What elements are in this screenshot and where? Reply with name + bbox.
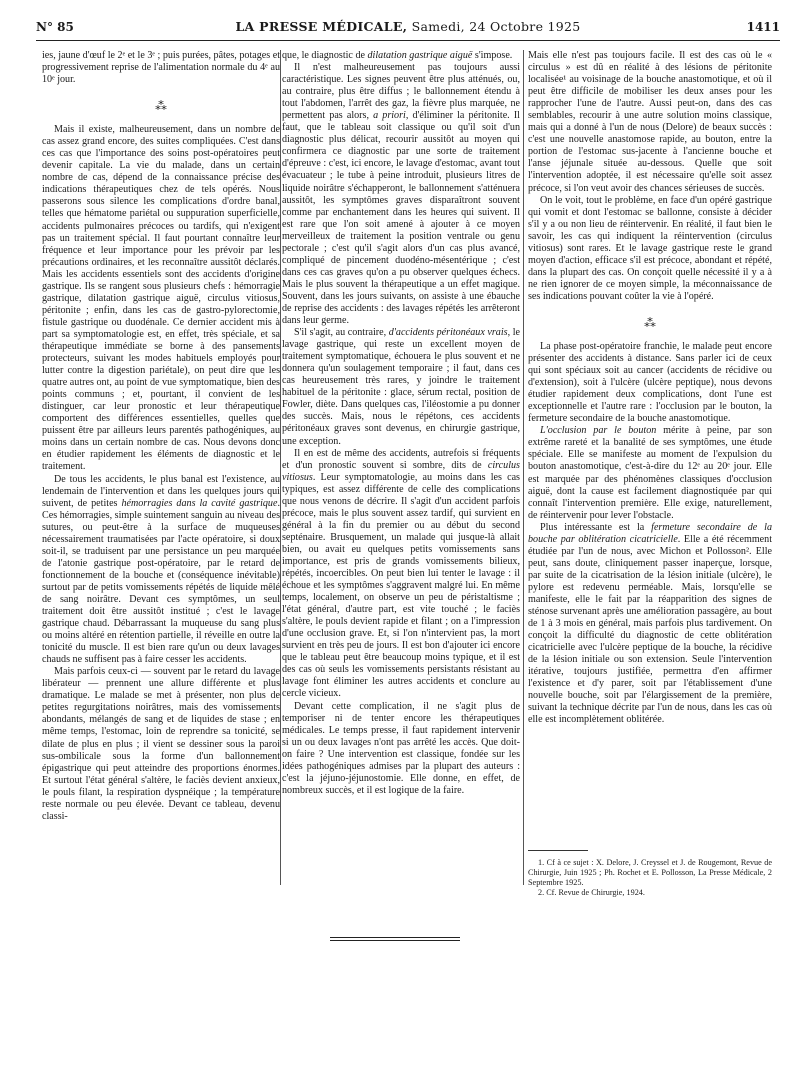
text-run: . Elle a été récemment étudiée par l'un de nous, avec Michon et Pollosson². Elle peut, sans doute, cliniquement passer inaperçue, lorsque, par suite de la cicatrisation de la lésion initiale (ulcère), le pylore est redevenu perméable. Mais, lorsqu'elle se manifeste, elle le fait par la réapparition des signes de sténose survenant après une amélioration passagère, au bout de 1 à 3 mois en général, mais parfois plus tardivement. On conçoit la difficulté du diagnostic de cette oblitération cicatricielle avec l'ulcère peptique de la bouche, la récidive de la lésion initiale ou son extension. Seule l'intervention itérative, toujours justifiée, permettra d'en affirmer l'existence et d'y parer, soit par l'établissement d'une nouvelle bouche, soit par l'élargissement de la première, suivant la technique décrite par l'un de nous, dans les cas où elle est incomplètement oblitérée. (528, 533, 772, 726)
italic-term: a priori (373, 110, 406, 122)
issue-date: Samedi, 24 Octobre 1925 (411, 19, 581, 34)
italic-term: hémorragies dans la cavité gastrique (121, 497, 278, 509)
italic-term: dilatation gastrique aiguë (367, 50, 473, 61)
paragraph: Mais il existe, malheureusement, dans un nombre de cas assez grand encore, des suites compliquées. C'est dans ces cas que l'importance des soins post-opératoires peut devenir capitale. La vie du malade, dans un certain nombre de cas, dépend de la connaissance précise des indications thérapeutiques chez de tels opérés. Nous passerons sous silence les complications d'ordre banal, telles que hématome pariétal ou suppuration superficielle, accidents pulmonaires précoces ou tardifs, qui n'exigent pas un traitement spécial. Il faut pourtant connaître leur fréquence et leur importance pour les prévoir par les précautions ordinaires, et les reconnaître aussitôt déclarés. Mais les accidents essentiels sont des accidents d'origine gastrique. Ils se rangent sous plusieurs chefs : hémorragie gastrique, dilatation gastrique aiguë, circulus vitiosus, péritonite ; enfin, dans les cas de gastro-pylorectomie, fistule gastrique ou duodénale. Ce dernier accident mis à part sa symptomatologie est, en effet, très spéciale, et sa thérapeutique immédiate se borne à des pansements protecteurs, suivant les modes habituels employés pour lutter contre la digestion pariétale), on peut dire que les quatre autres ont, au point de vue symptomatique, bien des points communs ; et, pourtant, il convient de les distinguer, car leur pronostic et leur thérapeutique comportent des différences essentielles, quelles que puissent être par ailleurs leurs parentés pathogéniques, au moins dans un certain nombre de cas. Nous devons donc en étudier rapidement les éléments de diagnostic et le traitement. (42, 124, 280, 473)
text-column-1 (42, 50, 280, 823)
paragraph: Devant cette complication, il ne s'agit plus de temporiser ni de tenter encore les thérapeutiques médicales. Le temps presse, il faut rapidement intervenir si un ou deux lavages n'ont pas arrêté les accès. Que doit-on faire ? Une intervention est classique, fondée sur les idées pathogéniques admises par la plupart des auteurs : c'est la jéjuno-jéjunostomie. Elle donne, en effet, de nombreux succès, et il est logique de la faire. (282, 700, 520, 796)
footnote: 2. Cf. Revue de Chirurgie, 1924. (538, 888, 645, 897)
column-divider (523, 50, 524, 885)
text-run: mérite à peine, par son extrême rareté et la banalité de ses symptômes, une étude spéciale. Elle se manifeste au moment de l'expulsion du bouton anastomotique, c'est-à-dire du 12ᵉ au 20ᵉ jour. Elle est marquée par des phénomènes classiques d'occlusion aiguë, dont la cause est facilement diagnostiquée par qui connaît l'intervention première. Elle exige, naturellement, de réintervenir pour lever l'obstacle. (528, 425, 773, 521)
italic-term: d'accidents péritonéaux vrais (388, 327, 508, 339)
text-run: , le lavage gastrique, qui reste un excellent moyen de traitement symptomatique, échouera le plus souvent et ne donnera qu'un soulagement temporaire ; il faut, dans ces cas heureusement très rares, y joindre le traitement habituel de la péritonite : glace, sérum rectal, position de Fowler, diète. Dans quelques cas, l'iléostomie a pu donner des succès. Mais, nous le répétons, ces accidents péritonéaux graves sont devenus, en chirurgie gastrique, une exception. (282, 327, 520, 447)
paragraph (42, 474, 280, 667)
paragraph (282, 327, 520, 447)
italic-term: L'occlusion par le bouton (540, 425, 657, 437)
footnote: 1. Cf à ce sujet : X. Delore, J. Creyssel et J. de Rougemont, Revue de Chirurgie, Juin 1925 ; Ph. Rochet et E. Pollosson, La Presse Médicale, 2 Septembre 1925. (528, 858, 772, 887)
text-column-2 (282, 50, 520, 797)
text-run: s'impose. (472, 50, 513, 61)
footnotes (528, 858, 772, 898)
text-run: que, le diagnostic de (282, 50, 368, 61)
article-end-rule (330, 940, 460, 941)
paragraph: ies, jaune d'œuf le 2ᵉ et le 3ᵉ ; puis purées, pâtes, potages et progressivement reprise de l'alimentation normale du 4ᵉ au 10ᵉ jour. (42, 50, 280, 86)
paragraph: La phase post-opératoire franchie, le malade peut encore présenter des accidents à distance. Sans parler ici de ceux qui sont spéciaux soit au cancer (accidents de récidive ou d'extension), soit à l'ulcère (ulcère peptique), nous devons étudier rapidement deux complications, dont l'une est exceptionnelle et l'autre rare : l'occlusion par le bouton, la fermeture secondaire de la bouche anastomotique. (528, 340, 772, 425)
text-run: Il n'est malheureusement pas toujours aussi caractéristique. Les signes peuvent être plus atténués, ou, au contraire, plus être diffus ; le ballonnement étendu à tout l'abdomen, l'arrêt des gaz, la fièvre plus marquée, ne permettent pas alors, (282, 62, 520, 122)
text-run: Plus intéressante est la (540, 521, 652, 533)
paragraph (282, 448, 520, 701)
paragraph (528, 425, 772, 521)
article-end-rule (330, 937, 460, 938)
section-separator: ⁂ (644, 315, 656, 330)
journal-name: LA PRESSE MÉDICALE, (235, 19, 408, 34)
page-header (36, 14, 780, 41)
text-run: . Leur symptomatologie, au moins dans les cas typiques, est assez différente de celle des complications que nous venons de décrire. Il s'agit d'un accident parfois précoce, mais le plus souvent assez tardif, qui survient en général à la fin du premier ou au début du second septénaire. Brusquement, un malade qui jusque-là allait bien, ou avait eu quelques petits vomissements sans importance, est pris de grands vomissements bilieux, répétés, incoercibles. On peut bien lui tenter le lavage : il échoue et les symptômes s'aggravent malgré lui. En même temps, localement, on observe un peu de péristaltisme ; l'état général, d'autre part, est vite touché ; le faciès s'altère, le pouls devient rapide et filant ; on a l'impression d'une occlusion grave. Et, si l'on n'intervient pas, la mort survient en très peu de jours. Il est bon d'ajouter ici encore que le tableau peut être beaucoup moins typique, et il est des cas où seuls les vomissements persistants résistant au lavage font éliminer les autres accidents et conclure au cercle vicieux. (282, 471, 520, 700)
page-number-left: N° 85 (36, 20, 74, 34)
paragraph (528, 522, 772, 727)
text-run: Il en est de même des accidents, autrefois si fréquents et d'un pronostic souvent si sombre, dits de (282, 447, 520, 471)
text-run: De tous les accidents, le plus banal est l'existence, au lendemain de l'intervention et dans les quelques jours qui suivent, de petites (42, 473, 280, 509)
column-divider (280, 50, 281, 885)
text-run: S'il s'agit, au contraire, (294, 327, 389, 339)
text-run: , d'éliminer la péritonite. Il faut, que le tableau soit classique ou qu'il soit d'un diagnostic plus délicat, recourir aussitôt au moyen qui confirmera ce diagnostic par une sorte de traitement d'épreuve : c'est, ici encore, le lavage d'estomac, avant tout évacuateur ; le tube à peine introduit, plusieurs litres de liquide noirâtre s'échapperont, le ballonnement s'atténuera aussitôt, les symptômes graves disparaîtront souvent comme par enchantement dans les heures qui suivent. Il est rare que l'on soit amené à ajouter à ce moyen merveilleux de traitement la position ventrale ou genu pectorale ; c'est qu'il s'agit alors d'un cas plus avancé, compliqué de pincement duodéno-mésentérique ; c'est dans ces cas graves qu'on a pu observer quelques échecs. Mais le plus souvent la thérapeutique a un effet magique. Souvent, dans les jours suivants, on assiste à une ébauche de reprise des accidents : des lavages répétés les arrêteront dans leur germe. (282, 110, 520, 327)
italic-term: circulus vitiosus (282, 459, 520, 483)
text-column-3 (528, 50, 772, 726)
footnote-rule (528, 850, 588, 851)
paragraph (282, 50, 520, 62)
section-separator: ⁂ (155, 99, 167, 114)
italic-term: fermeture secondaire de la bouche par oblitération cicatricielle (528, 521, 772, 545)
running-title (36, 19, 780, 34)
paragraph (282, 62, 520, 327)
paragraph: On le voit, tout le problème, en face d'un opéré gastrique qui vomit et dont l'estomac se ballonne, consiste à décider s'il y a ou non lieu de réintervenir. En réalité, il faut bien le savoir, les cas qui indiquent la réintervention (circulus vitiosus) sont rares. Et le lavage gastrique reste le grand moyen d'action, efficace s'il est précoce, abondant et répété, dans la plupart des cas. On conçoit quelle nécessité il y a à ne rien ignorer de ce moyen simple, la méconnaissance de ses indications pouvant coûter la vie à l'opéré. (528, 194, 772, 302)
paragraph: Mais parfois ceux-ci — souvent par le retard du lavage libérateur — prennent une allure différente et plus dramatique. Le malade se met à présenter, non plus de petites regurgitations noirâtres, mais des vomissements abondants, mélangés de sang et de liquides de stase ; en même temps, l'estomac, loin de reprendre sa tonicité, se dilate de plus en plus ; il vient se dessiner sous la paroi sus-ombilicale sous la forme d'un ballonnement épigastrique qui peut atteindre des proportions énormes. Et surtout l'état général s'altère, le faciès devient anxieux, le pouls filant, la respiration dyspnéique ; la température reste normale ou peu élevée. Devant ce tableau, devenu classi- (42, 666, 280, 822)
paragraph: Mais elle n'est pas toujours facile. Il est des cas où le « circulus » est dû en réalité à des lésions de péritonite localisée¹ au voisinage de la bouche anastomotique, et où il peut être difficile de mobiliser les deux anses pour les rapprocher l'une de l'autre. Aussi peut-on, dans des cas semblables, recourir à une autre solution moins classique, mais qui a donné à l'un de nous (Delore) de beaux succès : c'est une nouvelle anastomose rapide, au bouton, entre la portion de l'estomac sus-jacente à l'ancienne bouche et l'anse jéjunale située au-dessous. Quelle que soit l'intervention adoptée, il est nécessaire qu'elle soit assez précoce, si l'on veut avoir des chances sérieuses de succès. (528, 50, 772, 194)
page-number-right: 1411 (746, 20, 780, 34)
text-run: . Ces hémorragies, simple suintement sanguin au niveau des sutures, ou peut-être à la surface de muqueuses nécessairement traumatisées par l'acte opératoire, si doux soit-il, se traduisent par une persistance un peu marquée de l'atonie gastrique post-opératoire, par le retard de fonctionnement de la bouche et (conséquence inévitable) surtout par de petits vomissements répétés de liquide mêlé de sang noirâtre. Devant ces symptômes, un seul traitement doit être aussitôt institué ; c'est le lavage gastrique chaud. Débarrassant la muqueuse du sang plus ou moins altéré en rétention partielle, il réveille en outre la tonicité du muscle. Il est bien rare qu'un ou deux lavages chauds ne suffisent pas à faire cesser les accidents. (42, 497, 280, 666)
